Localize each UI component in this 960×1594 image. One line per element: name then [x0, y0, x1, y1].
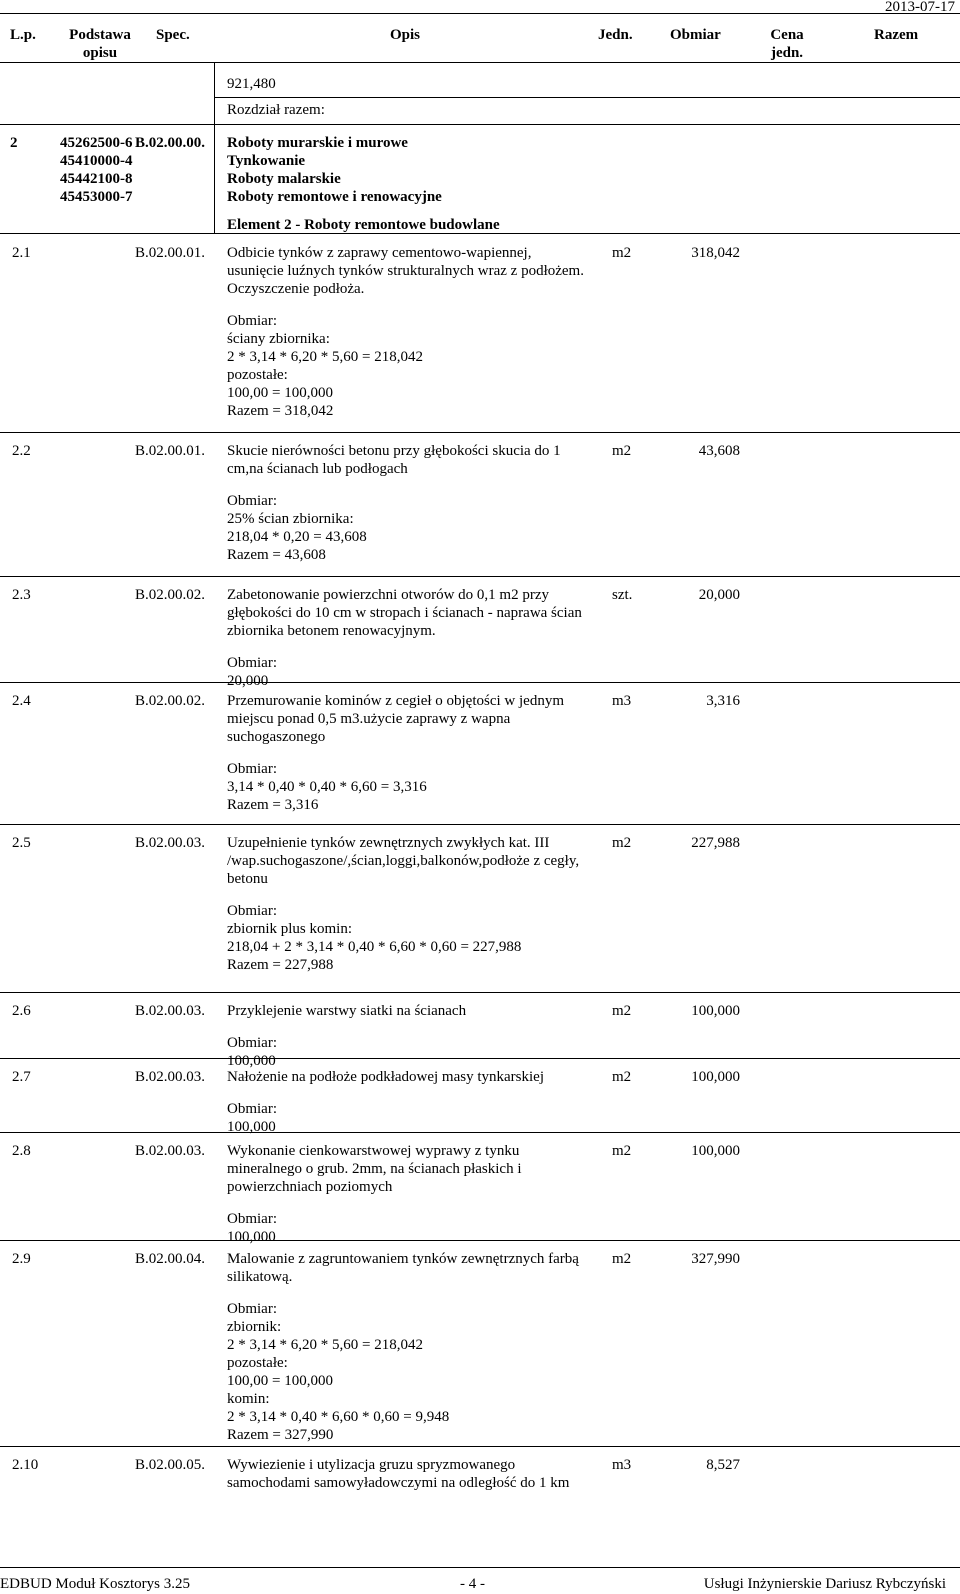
measurement-line: 100,000 [227, 1053, 276, 1069]
description-line: Oczyszczenie podłoża. [227, 281, 365, 297]
measurement-line: 218,04 * 0,20 = 43,608 [227, 529, 367, 545]
header-top-rule [0, 13, 960, 14]
item-quantity: 43,608 [698, 443, 740, 459]
measurement-label: Obmiar: [227, 1301, 277, 1317]
measurement-label: Obmiar: [227, 761, 277, 777]
chapter-spec: B.02.00.00. [135, 135, 206, 151]
description-line: /wap.suchogaszone/,ścian,loggi,balkonów,podłoże z cegły, [227, 853, 580, 869]
item-separator [0, 1058, 960, 1059]
item-spec: B.02.00.01. [135, 245, 206, 261]
header-bottom-rule [0, 62, 960, 63]
item-separator [0, 1446, 960, 1447]
col-header-cena: Cena jedn. [770, 27, 804, 61]
description-line: miejscu ponad 0,5 m3.użycie zaprawy z wapna [227, 711, 511, 727]
item-quantity: 227,988 [691, 835, 740, 851]
measurement-line: zbiornik plus komin: [227, 921, 352, 937]
measurement-line: Razem = 227,988 [227, 957, 334, 973]
measurement-line: 20,000 [227, 673, 269, 689]
measurement-line: 100,000 [227, 1119, 276, 1135]
item-lp: 2.2 [12, 443, 31, 459]
item-quantity: 318,042 [691, 245, 740, 261]
measurement-label: Obmiar: [227, 313, 277, 329]
description-line: usunięcie luźnych tynków strukturalnych wraz z podłożem. [227, 263, 584, 279]
measurement-label: Obmiar: [227, 493, 277, 509]
description-line: zbiornika betonem renowacyjnym. [227, 623, 436, 639]
description-line: Przyklejenie warstwy siatki na ścianach [227, 1003, 467, 1019]
item-lp: 2.3 [12, 587, 31, 603]
chapter-titles: Roboty murarskie i murowe Tynkowanie Roboty malarskie Roboty remontowe i renowacyjne [227, 135, 442, 205]
description-line: Przemurowanie kominów z cegieł o objętości w jednym [227, 693, 564, 709]
item-quantity: 8,527 [706, 1457, 740, 1473]
chapter-rule [0, 124, 960, 125]
col-header-opis: Opis [390, 27, 421, 43]
item-spec: B.02.00.02. [135, 693, 206, 709]
item-lp: 2.5 [12, 835, 31, 851]
item-description [227, 1068, 607, 1136]
description-line: powierzchniach poziomych [227, 1179, 393, 1195]
item-description [227, 1002, 607, 1070]
col-header-razem: Razem [874, 27, 919, 43]
measurement-line: 2 * 3,14 * 6,20 * 5,60 = 218,042 [227, 349, 423, 365]
print-date: 2013-07-17 [885, 0, 955, 15]
measurement-label: Obmiar: [227, 1101, 277, 1117]
description-line: samochodami samowyładowczymi na odległość do 1 km [227, 1475, 570, 1491]
description-line: Malowanie z zagruntowaniem tynków zewnętrznych farbą [227, 1251, 579, 1267]
item-quantity: 20,000 [698, 587, 740, 603]
item-spec: B.02.00.02. [135, 587, 206, 603]
measurement-block [227, 1034, 607, 1070]
measurement-label: Obmiar: [227, 1211, 277, 1227]
item-description [227, 1250, 607, 1444]
description-line: mineralnego o grub. 2mm, na ścianach płaskich i [227, 1161, 522, 1177]
item-unit: m3 [612, 693, 632, 709]
item-quantity: 100,000 [691, 1069, 740, 1085]
item-spec: B.02.00.01. [135, 443, 206, 459]
measurement-block [227, 1100, 607, 1136]
item-description [227, 244, 607, 420]
measurement-line: Razem = 3,316 [227, 797, 319, 813]
item-separator [0, 1132, 960, 1133]
measurement-line: pozostałe: [227, 367, 288, 383]
item-separator [0, 576, 960, 577]
item-unit: m3 [612, 1457, 632, 1473]
measurement-block [227, 312, 607, 420]
measurement-block [227, 902, 607, 974]
element-title: Element 2 - Roboty remontowe budowlane [227, 217, 500, 233]
description-line: Nałożenie na podłoże podkładowej masy tynkarskiej [227, 1069, 544, 1085]
item-unit: m2 [612, 1143, 632, 1159]
measurement-line: 3,14 * 0,40 * 0,40 * 6,60 = 3,316 [227, 779, 427, 795]
item-unit: m2 [612, 1003, 632, 1019]
item-separator [0, 992, 960, 993]
item-description [227, 1142, 607, 1246]
col-header-jedn: Jedn. [598, 27, 633, 43]
item-separator [0, 1240, 960, 1241]
item-quantity: 327,990 [691, 1251, 740, 1267]
item-separator [0, 824, 960, 825]
measurement-line: ściany zbiornika: [227, 331, 330, 347]
item-unit: m2 [612, 1069, 632, 1085]
summary-rule [214, 97, 960, 98]
chapter-codes: 45262500-6 45410000-4 45442100-8 45453000-7 [60, 135, 133, 205]
element-rule [0, 233, 960, 234]
description-line: silikatową. [227, 1269, 293, 1285]
col-header-spec: Spec. [156, 27, 190, 43]
item-unit: m2 [612, 835, 632, 851]
measurement-line: pozostałe: [227, 1355, 288, 1371]
description-line: Uzupełnienie tynków zewnętrznych zwykłych kat. III [227, 835, 550, 851]
measurement-block [227, 760, 607, 814]
col-header-lp: L.p. [10, 27, 36, 43]
description-line: Wykonanie cienkowarstwowej wyprawy z tynku [227, 1143, 520, 1159]
description-line: cm,na ścianach lub podłogach [227, 461, 408, 477]
measurement-line: zbiornik: [227, 1319, 282, 1335]
item-separator [0, 432, 960, 433]
measurement-label: Obmiar: [227, 903, 277, 919]
item-lp: 2.4 [12, 693, 31, 709]
description-line: Odbicie tynków z zaprawy cementowo-wapiennej, [227, 245, 532, 261]
item-quantity: 3,316 [706, 693, 740, 709]
description-line: betonu [227, 871, 268, 887]
item-description [227, 834, 607, 974]
item-unit: m2 [612, 443, 632, 459]
description-line: Wywiezienie i utylizacja gruzu spryzmowanego [227, 1457, 516, 1473]
measurement-block [227, 654, 607, 690]
footer-page-number: - 4 - [460, 1576, 485, 1592]
footer-right: Usługi Inżynierskie Dariusz Rybczyński [703, 1576, 946, 1592]
measurement-line: 25% ścian zbiornika: [227, 511, 354, 527]
item-spec: B.02.00.03. [135, 1003, 206, 1019]
item-spec: B.02.00.05. [135, 1457, 206, 1473]
measurement-line: 218,04 + 2 * 3,14 * 0,40 * 6,60 * 0,60 = 227,988 [227, 939, 522, 955]
item-unit: szt. [612, 587, 633, 603]
measurement-line: Razem = 327,990 [227, 1427, 334, 1443]
item-unit: m2 [612, 245, 632, 261]
item-lp: 2.6 [12, 1003, 31, 1019]
measurement-line: 2 * 3,14 * 6,20 * 5,60 = 218,042 [227, 1337, 423, 1353]
col-header-podstawa: Podstawa opisu [69, 27, 131, 61]
item-spec: B.02.00.04. [135, 1251, 206, 1267]
measurement-block [227, 1300, 607, 1444]
measurement-block [227, 492, 607, 564]
chapter-total-label: Rozdział razem: [227, 102, 325, 118]
measurement-line: 2 * 3,14 * 0,40 * 6,60 * 0,60 = 9,948 [227, 1409, 450, 1425]
item-description [227, 692, 607, 814]
measurement-line: 100,00 = 100,000 [227, 385, 333, 401]
col-header-obmiar: Obmiar [670, 27, 721, 43]
footer-rule [0, 1567, 960, 1568]
measurement-line: Razem = 318,042 [227, 403, 334, 419]
description-line: głębokości do 10 cm w stropach i ścianach - naprawa ścian [227, 605, 582, 621]
measurement-line: Razem = 43,608 [227, 547, 326, 563]
description-column-rule [214, 62, 215, 233]
description-line: Skucie nierówności betonu przy głębokości skucia do 1 [227, 443, 561, 459]
item-spec: B.02.00.03. [135, 1143, 206, 1159]
item-lp: 2.8 [12, 1143, 31, 1159]
item-description [227, 1456, 607, 1492]
measurement-label: Obmiar: [227, 655, 277, 671]
item-spec: B.02.00.03. [135, 835, 206, 851]
chapter-total-value: 921,480 [227, 76, 276, 92]
measurement-line: 100,00 = 100,000 [227, 1373, 333, 1389]
item-separator [0, 682, 960, 683]
chapter-lp: 2 [10, 135, 18, 151]
item-description [227, 442, 607, 564]
item-quantity: 100,000 [691, 1143, 740, 1159]
item-description [227, 586, 607, 690]
footer-left: EDBUD Moduł Kosztorys 3.25 [0, 1576, 190, 1592]
item-spec: B.02.00.03. [135, 1069, 206, 1085]
item-lp: 2.7 [12, 1069, 31, 1085]
measurement-line: komin: [227, 1391, 270, 1407]
item-quantity: 100,000 [691, 1003, 740, 1019]
item-lp: 2.10 [12, 1457, 39, 1473]
item-lp: 2.9 [12, 1251, 31, 1267]
measurement-label: Obmiar: [227, 1035, 277, 1051]
description-line: suchogaszonego [227, 729, 326, 745]
item-unit: m2 [612, 1251, 632, 1267]
item-lp: 2.1 [12, 245, 31, 261]
measurement-line: 100,000 [227, 1229, 276, 1245]
description-line: Zabetonowanie powierzchni otworów do 0,1 m2 przy [227, 587, 549, 603]
